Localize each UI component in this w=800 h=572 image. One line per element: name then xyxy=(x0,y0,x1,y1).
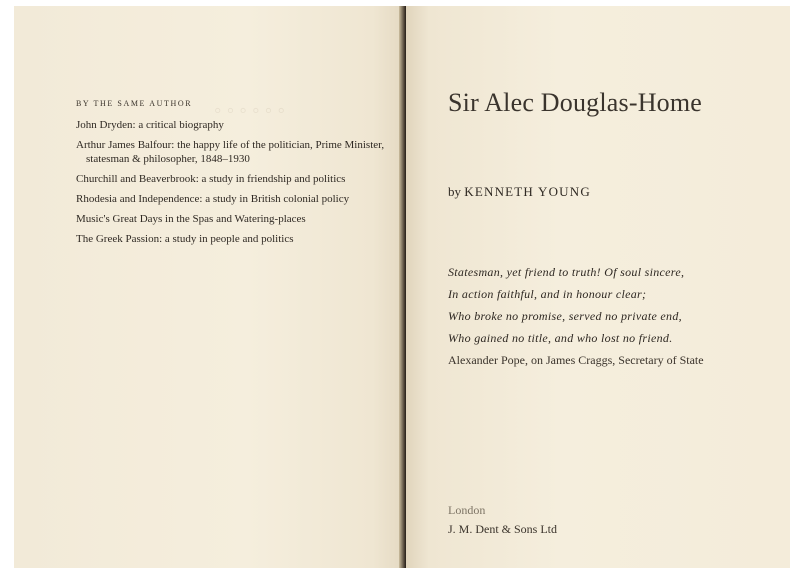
book-item: John Dryden: a critical biography xyxy=(76,119,224,131)
book-list xyxy=(76,118,396,252)
book-spread xyxy=(14,6,790,568)
show-through-text: ◦ ◦ ◦ ◦ ◦ ◦ xyxy=(214,98,285,122)
epigraph-line: Who gained no title, and who lost no friend. xyxy=(448,331,673,345)
book-item: Churchill and Beaverbrook: a study in friendship and politics xyxy=(76,173,346,185)
book-item-line-continued: statesman & philosopher, 1848–1930 xyxy=(86,153,250,165)
epigraph xyxy=(448,261,684,349)
publisher-name: J. M. Dent & Sons Ltd xyxy=(448,522,558,536)
byline xyxy=(448,184,591,200)
book-item: Music's Great Days in the Spas and Watering-places xyxy=(76,213,306,225)
book-title: Sir Alec Douglas-Home xyxy=(448,88,703,117)
book-item-line: Arthur James Balfour: the happy life of the politician, Prime Minister, xyxy=(76,139,385,151)
epigraph-attribution: Alexander Pope, on James Craggs, Secretary of State xyxy=(448,353,704,367)
byline-prefix: by xyxy=(448,184,465,199)
same-author-heading: BY THE SAME AUTHOR xyxy=(76,99,193,108)
left-page xyxy=(14,6,404,568)
epigraph-line: Who broke no promise, served no private end, xyxy=(448,309,682,323)
epigraph-line: Statesman, yet friend to truth! Of soul sincere, xyxy=(448,265,685,279)
author-name: KENNETH YOUNG xyxy=(464,184,591,199)
book-item: The Greek Passion: a study in people and politics xyxy=(76,233,294,245)
publisher-city: London xyxy=(448,503,486,517)
book-item: Rhodesia and Independence: a study in British colonial policy xyxy=(76,193,350,205)
book-item xyxy=(76,138,396,166)
epigraph-line: In action faithful, and in honour clear; xyxy=(448,287,647,301)
